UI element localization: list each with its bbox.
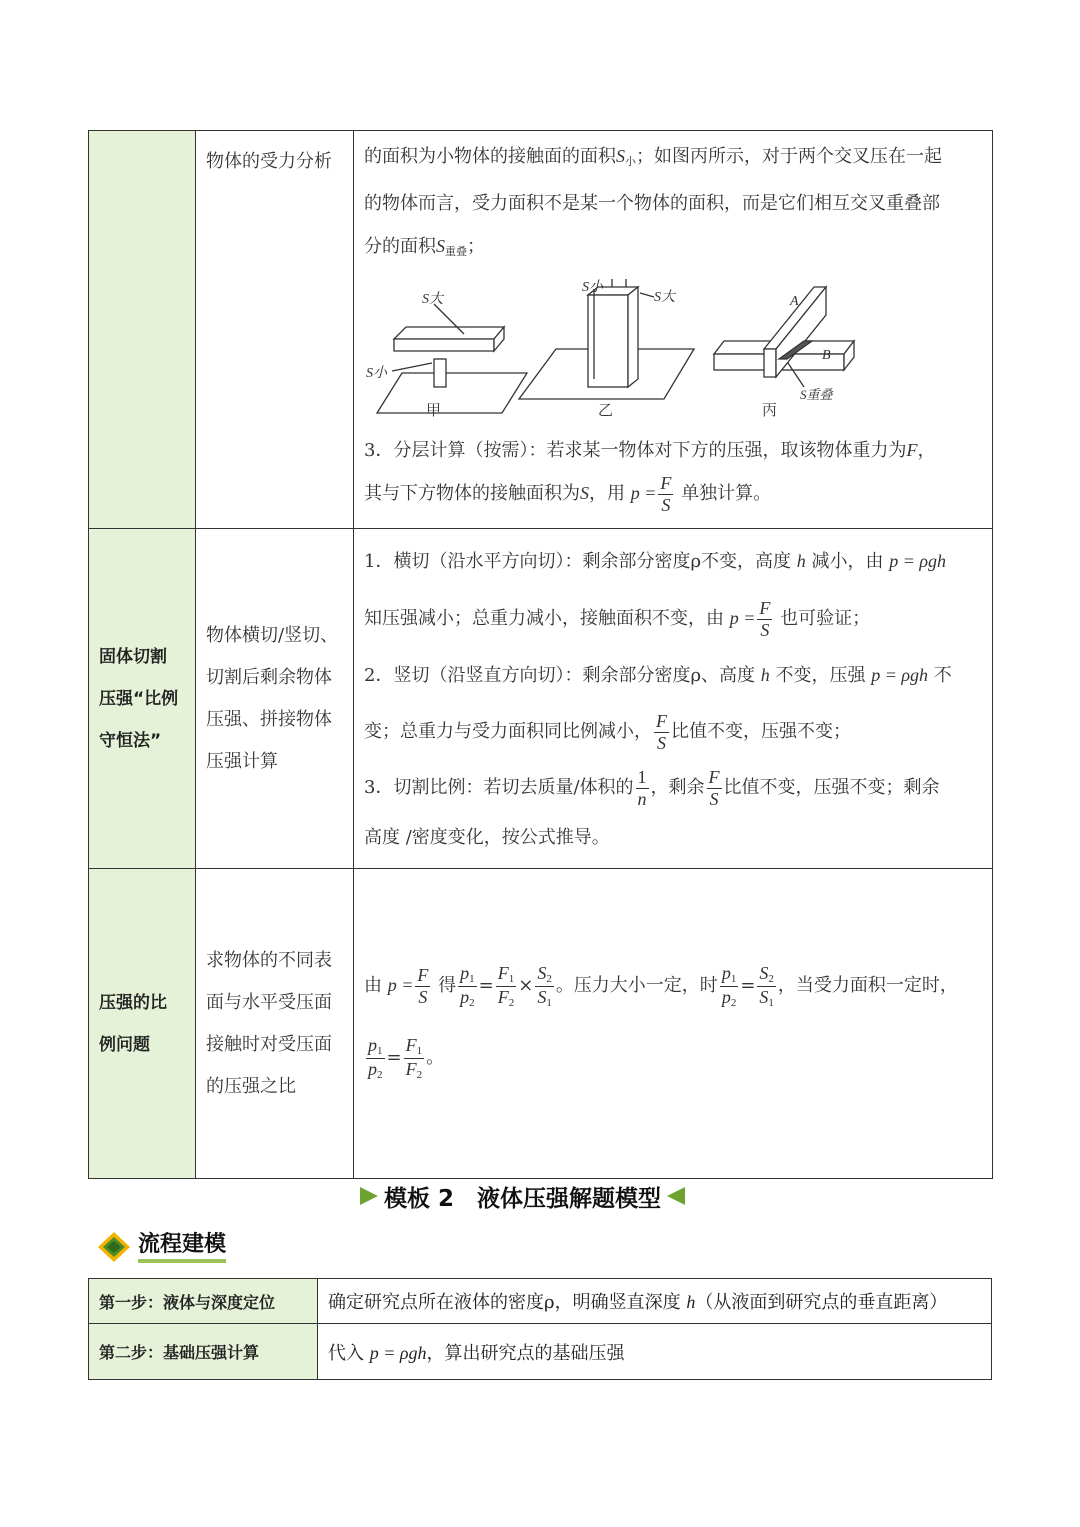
text-line: 2．竖切（沿竖直方向切）：剩余部分密度ρ、高度 h 不变，压强 p = ρgh 不 <box>364 665 952 686</box>
text-line: 知压强减小；总重力减小，接触面积不变，由 p = $\frac{F}{S}$ 也可验证； <box>364 597 871 640</box>
fig-bing-a: A <box>790 294 799 309</box>
text-line: 的面积为小物体的接触面的面积$S_小$；如图丙所示，对于两个交叉压在一起 <box>364 146 942 168</box>
text-line: 分的面积$S_{重叠}$； <box>364 236 485 258</box>
fig-bing-b: B <box>822 348 831 363</box>
fig-bing-label: 丙 <box>762 403 778 419</box>
fraction: $\frac{p_1}{p_2}$ <box>460 962 475 1009</box>
topic-text: 物体的受力分析 <box>206 151 332 172</box>
fraction: $\frac{F}{S}$ <box>417 964 429 1007</box>
topic-cell: 求物体的不同表 面与水平受压面 接触时对受压面 的压强之比 <box>196 869 354 1179</box>
text-line: 3．切割比例：若切去质量/体积的 $\frac{1}{n}$ ，剩余 $\frac{F}{S}$ 比值不变，压强不变；剩余 <box>364 766 940 809</box>
fig-yi-ssmall: S小 <box>582 280 603 295</box>
flow-table <box>88 1278 992 1380</box>
table-row <box>89 131 993 529</box>
text-line: 高度 /密度变化，按公式推导。 <box>364 827 610 848</box>
fraction: $\frac{F_1}{F_2}$ <box>405 1034 423 1081</box>
fraction: $\frac{F}{S}$ <box>660 472 672 515</box>
fraction: $\frac{F}{S}$ <box>708 766 720 809</box>
category-cell <box>89 131 196 529</box>
table-row <box>89 1279 992 1324</box>
text-line: $\frac{p_1}{p_2}$ = $\frac{F_1}{F_2}$ 。 <box>368 1034 445 1081</box>
text-line: 3．分层计算（按需）：若求某一物体对下方的压强，取该物体重力为F， <box>364 440 936 461</box>
step-label: 第一步：液体与深度定位 <box>89 1279 318 1324</box>
content-cell <box>354 131 993 529</box>
table-row <box>89 529 993 869</box>
fig-yi-label: 乙 <box>598 403 614 419</box>
fig-jia-sbig: S大 <box>422 292 443 307</box>
content-cell <box>354 529 993 869</box>
fraction: $\frac{1}{n}$ <box>637 766 647 809</box>
topic-cell: 物体横切/竖切、 切割后剩余物体 压强、拼接物体 压强计算 <box>196 529 354 869</box>
fig-yi-sbig: S大 <box>654 290 675 305</box>
figure-bing <box>714 287 854 387</box>
fig-jia-label: 甲 <box>426 403 442 419</box>
step-desc: 代入 p = ρgh，算出研究点的基础压强 <box>318 1324 992 1380</box>
figure-jia <box>377 304 527 413</box>
table-row <box>89 869 993 1179</box>
fraction: $\frac{F}{S}$ <box>656 710 667 753</box>
text-line: 变；总重力与受力面积同比例减小， $\frac{F}{S}$ 比值不变，压强不变； <box>364 710 851 753</box>
fraction: $\frac{p_1}{p_2}$ <box>721 962 737 1009</box>
table-row <box>89 1324 992 1380</box>
diamond-icon <box>94 1230 134 1264</box>
text-line: 1．横切（沿水平方向切）：剩余部分密度ρ不变，高度 h 减小，由 p = ρgh <box>364 551 947 572</box>
content-cell <box>354 869 993 1179</box>
flow-title-text: 流程建模 <box>138 1231 226 1263</box>
flow-title <box>94 1230 226 1264</box>
main-table <box>88 130 993 1179</box>
fraction: $\frac{F_1}{F_2}$ <box>497 962 515 1009</box>
arrow-left-icon <box>667 1187 685 1205</box>
fig-jia-ssmall: S小 <box>366 366 387 381</box>
figures-diagram <box>364 279 984 429</box>
fraction: $\frac{S_2}{S_1}$ <box>537 962 552 1009</box>
category-cell: 压强的比 例问题 <box>89 869 196 1179</box>
step-desc: 确定研究点所在液体的密度ρ，明确竖直深度 h（从液面到研究点的垂直距离） <box>318 1279 992 1324</box>
fraction: $\frac{F}{S}$ <box>759 597 771 640</box>
category-cell: 固体切割 压强“比例 守恒法” <box>89 529 196 869</box>
module-heading <box>360 1178 685 1214</box>
text-line: 由 p = $\frac{F}{S}$ 得 $\frac{p_1}{p_2}$ = $\frac{F_1}{F_2}$ × $\frac{S_2}{S_1}$ 。压力大小一定，时 $\frac{p_1}{p_2}$ = $\frac{S_2}{S_1}$ ，当受力面积一定时， <box>364 962 958 1009</box>
arrow-right-icon <box>360 1187 378 1205</box>
topic-cell <box>196 131 354 529</box>
step-label: 第二步：基础压强计算 <box>89 1324 318 1380</box>
text-line: 的物体而言，受力面积不是某一个物体的面积，而是它们相互交叉重叠部 <box>364 193 940 214</box>
heading-text: 模板 2 液体压强解题模型 <box>384 1185 662 1212</box>
text-line: 其与下方物体的接触面积为S，用 p = $\frac{F}{S}$ 单独计算。 <box>364 472 772 515</box>
fig-bing-soverlap: S重叠 <box>800 387 833 402</box>
fraction: $\frac{p_1}{p_2}$ <box>368 1034 383 1081</box>
fraction: $\frac{S_2}{S_1}$ <box>759 962 774 1009</box>
